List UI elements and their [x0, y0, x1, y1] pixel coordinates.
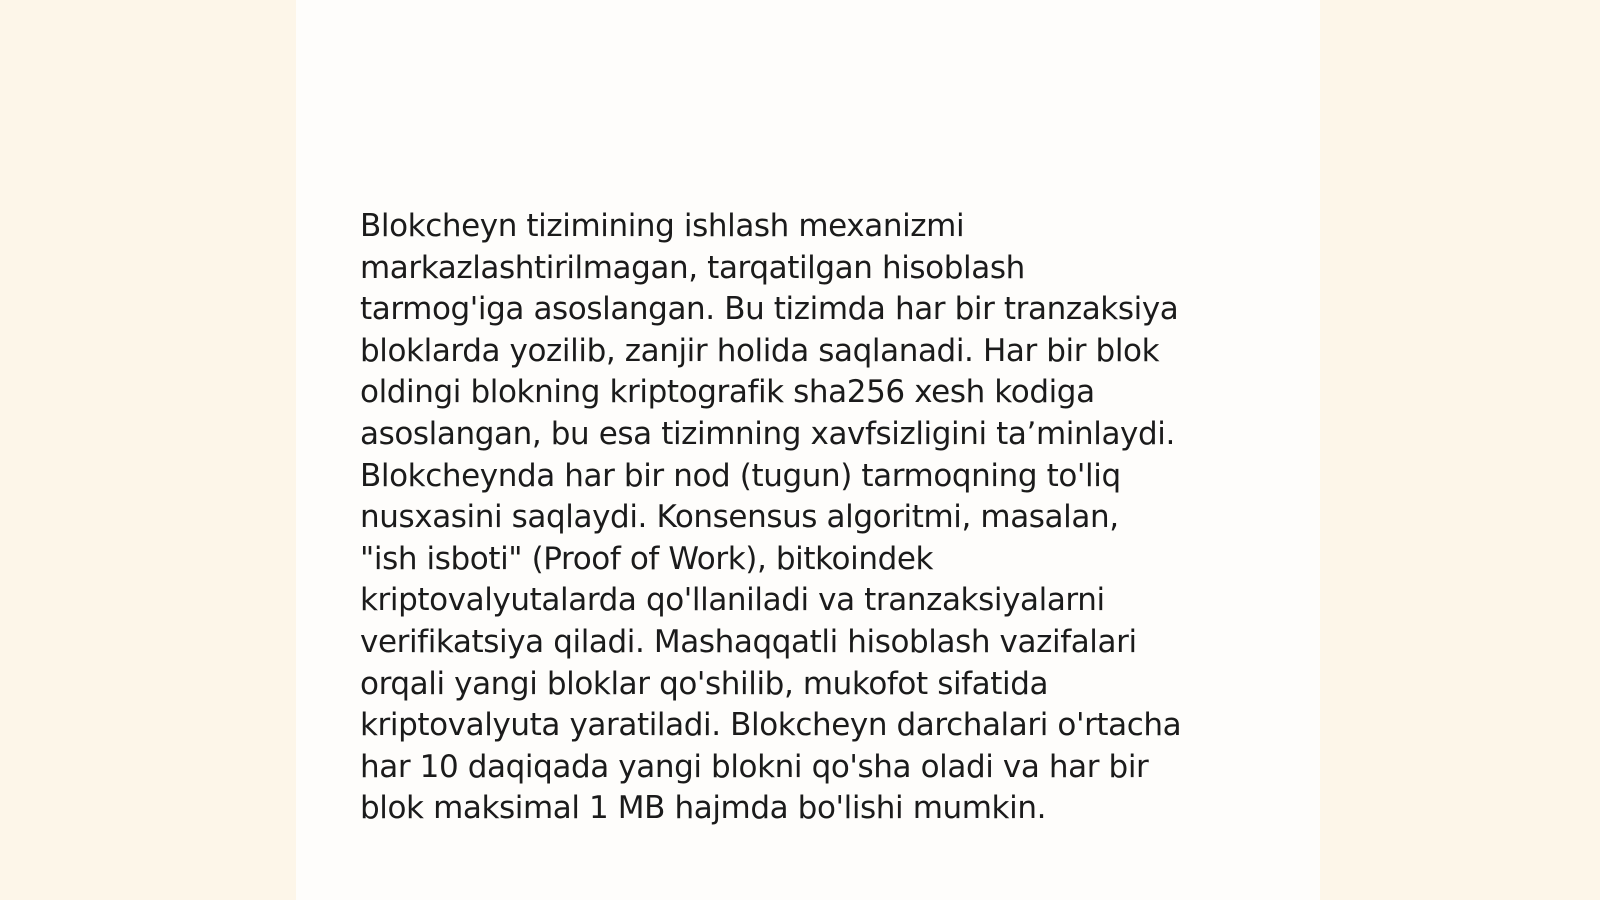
- paragraph-line: asoslangan, bu esa tizimning xavfsizligini ta’minlaydi.: [360, 415, 1175, 452]
- paragraph-line: kriptovalyuta yaratiladi. Blokcheyn darchalari o'rtacha: [360, 707, 1182, 744]
- paragraph-line: tarmog'iga asoslangan. Bu tizimda har bir tranzaksiya: [360, 291, 1179, 328]
- paragraph-line: kriptovalyutalarda qo'llaniladi va tranzaksiyalarni: [360, 582, 1105, 619]
- paragraph-line: Blokcheynda har bir nod (tugun) tarmoqning to'liq: [360, 457, 1121, 494]
- body-paragraph: [360, 206, 1260, 830]
- paragraph-line: "ish isboti" (Proof of Work), bitkoindek: [360, 540, 934, 577]
- paragraph-line: blok maksimal 1 MB hajmda bo'lishi mumkin.: [360, 790, 1047, 827]
- paragraph-line: verifikatsiya qiladi. Mashaqqatli hisoblash vazifalari: [360, 623, 1137, 660]
- paragraph-line: orqali yangi bloklar qo'shilib, mukofot sifatida: [360, 665, 1049, 702]
- paragraph-line: Blokcheyn tizimining ishlash mexanizmi: [360, 208, 965, 244]
- document-page: [296, 0, 1320, 900]
- paragraph-line: oldingi blokning kriptografik sha256 xesh kodiga: [360, 374, 1095, 411]
- paragraph-line: har 10 daqiqada yangi blokni qo'sha oladi va har bir: [360, 748, 1149, 785]
- paragraph-line: nusxasini saqlaydi. Konsensus algoritmi, masalan,: [360, 499, 1119, 536]
- paragraph-line: markazlashtirilmagan, tarqatilgan hisoblash: [360, 249, 1025, 286]
- paragraph-line: bloklarda yozilib, zanjir holida saqlanadi. Har bir blok: [360, 332, 1160, 369]
